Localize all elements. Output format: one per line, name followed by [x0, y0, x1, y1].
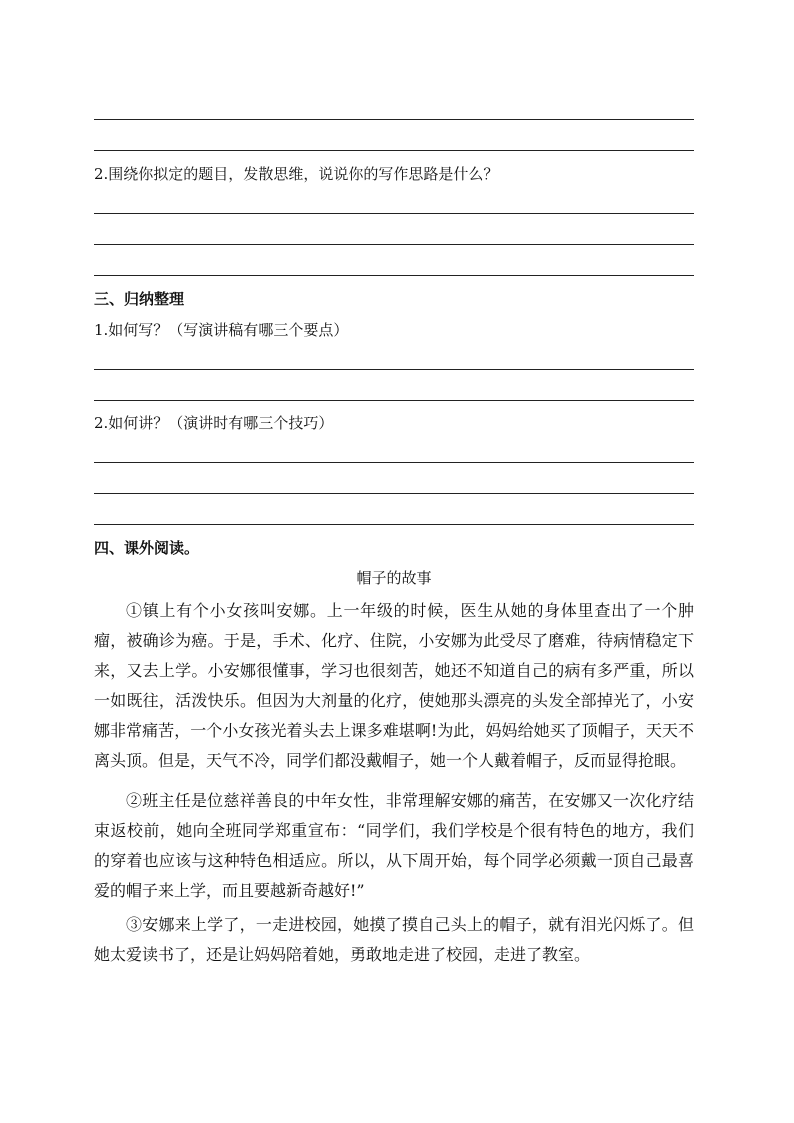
- answer-line[interactable]: [94, 462, 694, 463]
- answer-line[interactable]: [94, 400, 694, 401]
- answer-line[interactable]: [94, 150, 694, 151]
- section-4-heading: 四、课外阅读。: [94, 539, 200, 557]
- passage-paragraph-1: ①镇上有个小女孩叫安娜。上一年级的时候，医生从她的身体里查出了一个肿瘤，被确诊为癌。于是，手术、化疗、住院，小安娜为此受尽了磨难，待病情稳定下来，又去上学。小安娜很懂事，学习也很刻苦，她还不知道自己的病有多严重，所以一如既往，活泼快乐。但因为大剂量的化疗，使她那头漂亮的头发全部掉光了，小安娜非常痛苦，一个小女孩光着头去上课多难堪啊!为此，妈妈给她买了顶帽子，天天不离头顶。但是，天气不冷，同学们都没戴帽子，她一个人戴着帽子，反而显得抢眼。: [94, 601, 694, 770]
- answer-line[interactable]: [94, 524, 694, 525]
- answer-line[interactable]: [94, 213, 694, 214]
- answer-line[interactable]: [94, 369, 694, 370]
- section-3-question-2: 2.如何讲？（演讲时有哪三个技巧）: [94, 414, 334, 432]
- answer-line[interactable]: [94, 244, 694, 245]
- section-3-question-1: 1.如何写？（写演讲稿有哪三个要点）: [94, 321, 349, 339]
- passage-paragraph-2: ②班主任是位慈祥善良的中年女性，非常理解安娜的痛苦，在安娜又一次化疗结束返校前，她向全班同学郑重宣布：“同学们，我们学校是个很有特色的地方，我们的穿着也应该与这种特色相适应。所以，从下周开始，每个同学必须戴一顶自己最喜爱的帽子来上学，而且要越新奇越好!”: [94, 791, 694, 900]
- passage-title: 帽子的故事: [356, 569, 432, 587]
- question-2: 2.围绕你拟定的题目，发散思维，说说你的写作思路是什么？: [94, 165, 499, 183]
- section-3-heading: 三、归纳整理: [94, 290, 185, 308]
- answer-line[interactable]: [94, 275, 694, 276]
- passage-paragraph-3: ③安娜来上学了，一走进校园，她摸了摸自己头上的帽子，就有泪光闪烁了。但她太爱读书了，还是让妈妈陪着她，勇敢地走进了校园，走进了教室。: [94, 915, 694, 964]
- answer-line[interactable]: [94, 493, 694, 494]
- answer-line[interactable]: [94, 119, 694, 120]
